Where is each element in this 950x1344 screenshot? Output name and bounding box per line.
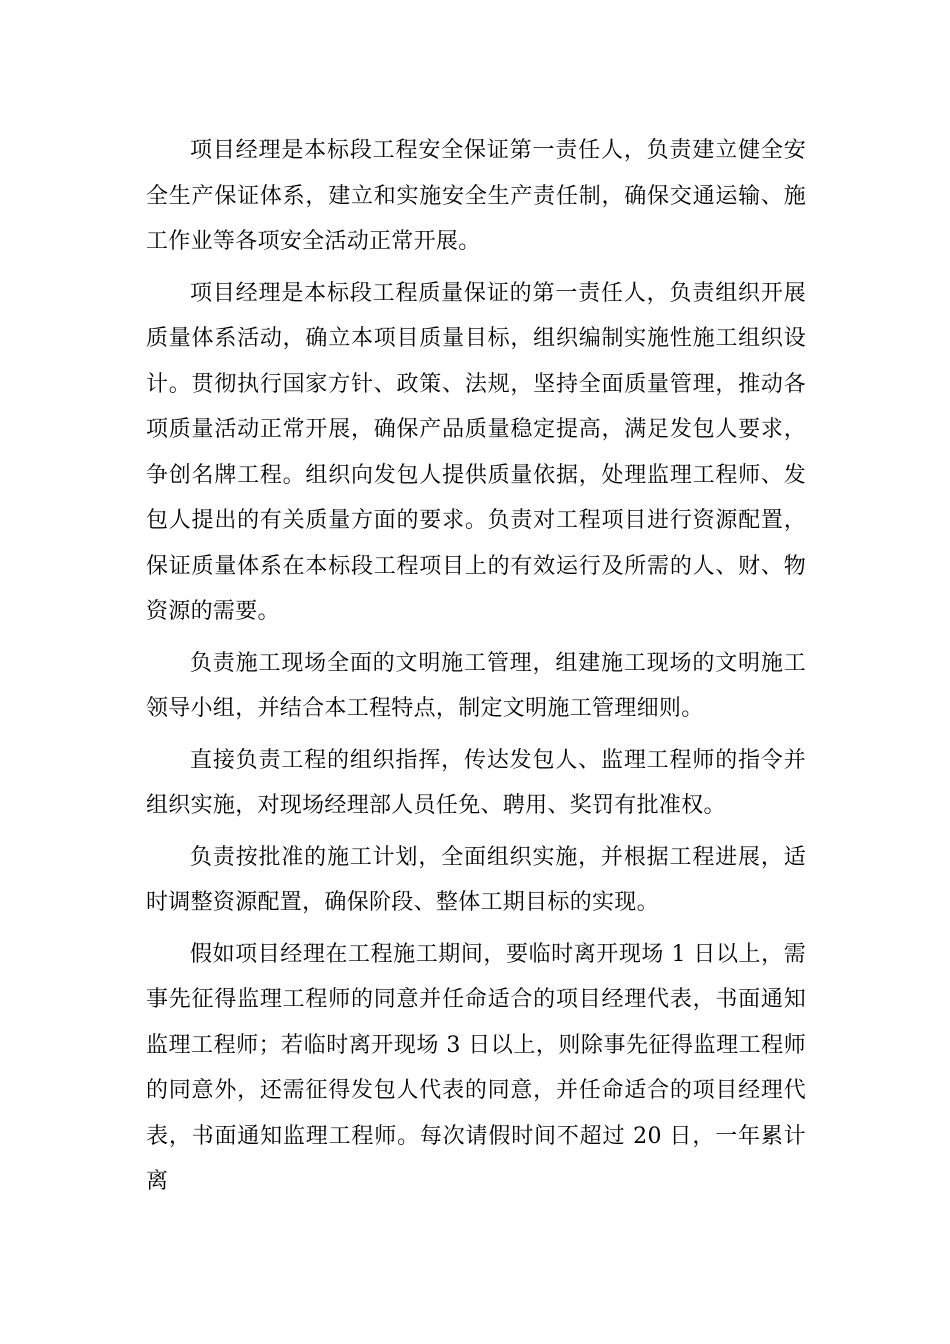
document-body	[146, 128, 806, 1211]
paragraph-safety-responsibility: 项目经理是本标段工程安全保证第一责任人，负责建立健全安全生产保证体系，建立和实施安全生产责任制，确保交通运输、施工作业等各项安全活动正常开展。	[146, 138, 806, 254]
paragraph-quality-responsibility: 项目经理是本标段工程质量保证的第一责任人，负责组织开展质量体系活动，确立本项目质量目标，组织编制实施性施工组织设计。贯彻执行国家方针、政策、法规，坚持全面质量管理，推动各项质量活动正常开展，确保产品质量稳定提高，满足发包人要求，争创名牌工程。组织向发包人提供质量依据，处理监理工程师、发包人提出的有关质量方面的要求。负责对工程项目进行资源配置，保证质量体系在本标段工程项目上的有效运行及所需的人、财、物资源的需要。	[146, 280, 806, 624]
paragraph-civilized-construction: 负责施工现场全面的文明施工管理，组建施工现场的文明施工领导小组，并结合本工程特点，制定文明施工管理细则。	[146, 650, 806, 721]
paragraph-leave-rules: 假如项目经理在工程施工期间，要临时离开现场 1 日以上，需事先征得监理工程师的同意并任命适合的项目经理代表，书面通知监理工程师；若临时离开现场 3 日以上，则除事先征得监理工程师的同意外，还需征得发包人代表的同意，并任命适合的项目经理代表，书面通知监理工程师。每次请假时间不超过 20 日，一年累计离	[146, 941, 806, 1194]
paragraph-command-authority: 直接负责工程的组织指挥，传达发包人、监理工程师的指令并组织实施，对现场经理部人员任免、聘用、奖罚有批准权。	[146, 747, 806, 818]
paragraph-schedule-control: 负责按批准的施工计划，全面组织实施，并根据工程进展，适时调整资源配置，确保阶段、整体工期目标的实现。	[146, 844, 806, 915]
